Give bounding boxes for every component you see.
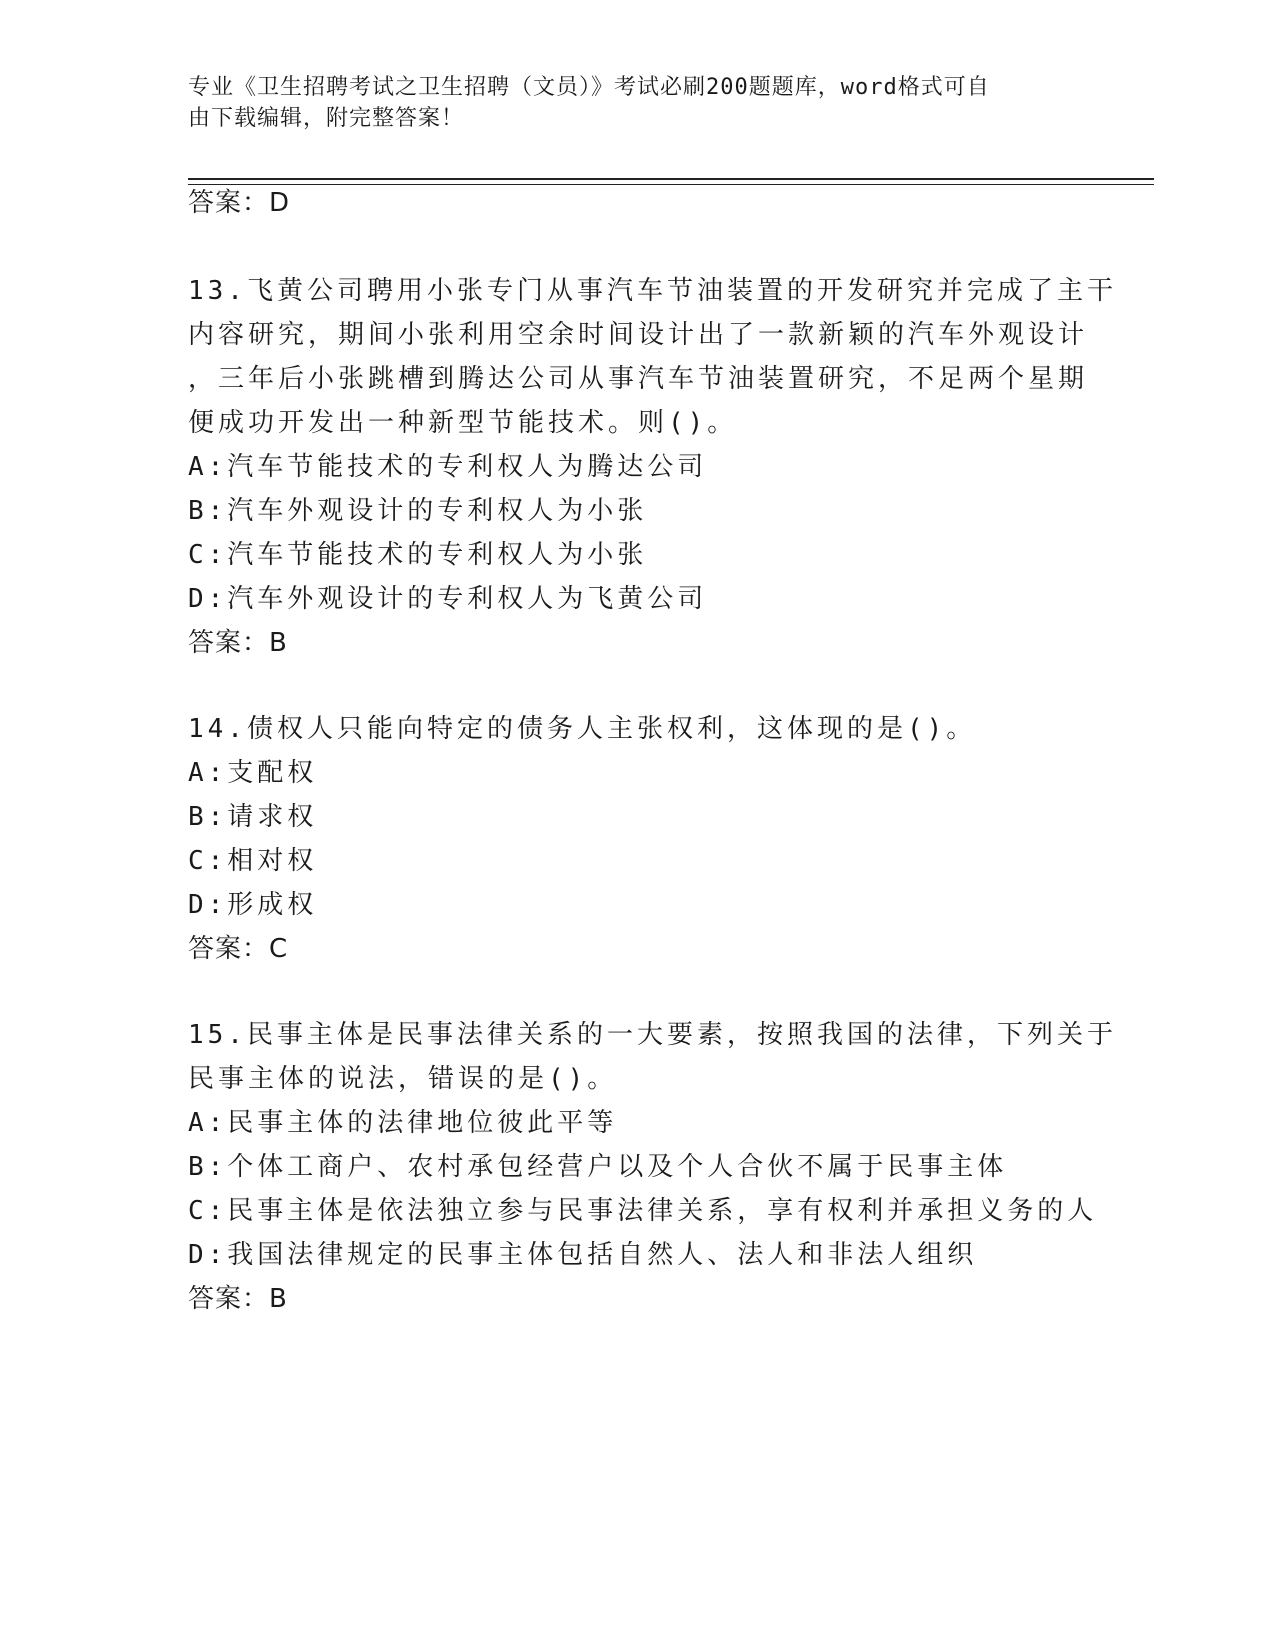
question-stem-line: 便成功开发出一种新型节能技术。则()。	[188, 408, 738, 438]
question-stem-line: ，三年后小张跳槽到腾达公司从事汽车节油装置研究，不足两个星期	[188, 364, 1089, 394]
option-a: A:汽车节能技术的专利权人为腾达公司	[188, 452, 708, 482]
option-b: B:请求权	[188, 802, 318, 832]
option-a: A:民事主体的法律地位彼此平等	[188, 1108, 618, 1138]
question-stem-line: 13.飞黄公司聘用小张专门从事汽车节油装置的开发研究并完成了主干	[188, 276, 1117, 306]
option-d: D:形成权	[188, 890, 318, 920]
header-rule-thin	[188, 184, 1154, 185]
option-d: D:汽车外观设计的专利权人为飞黄公司	[188, 584, 708, 614]
option-b: B:汽车外观设计的专利权人为小张	[188, 496, 648, 526]
question-stem-line: 15.民事主体是民事法律关系的一大要素，按照我国的法律，下列关于	[188, 1020, 1117, 1050]
answer: 答案：B	[188, 628, 288, 658]
question-stem-line: 民事主体的说法，错误的是()。	[188, 1064, 618, 1094]
header-line-2: 由下载编辑，附完整答案！	[188, 106, 465, 131]
option-c: C:相对权	[188, 846, 318, 876]
header-line-1: 专业《卫生招聘考试之卫生招聘（文员）》考试必刷200题题库，word格式可自	[188, 75, 990, 100]
previous-answer: 答案：D	[188, 188, 291, 218]
option-c: C:民事主体是依法独立参与民事法律关系，享有权利并承担义务的人	[188, 1196, 1098, 1226]
option-d: D:我国法律规定的民事主体包括自然人、法人和非法人组织	[188, 1240, 978, 1270]
document-header	[188, 72, 1068, 134]
header-rule-thick	[188, 178, 1154, 180]
question-stem-line: 内容研究，期间小张利用空余时间设计出了一款新颖的汽车外观设计	[188, 320, 1089, 350]
question-stem-line: 14.债权人只能向特定的债务人主张权利，这体现的是()。	[188, 714, 977, 744]
answer: 答案：C	[188, 934, 289, 964]
option-b: B:个体工商户、农村承包经营户以及个人合伙不属于民事主体	[188, 1152, 1008, 1182]
option-c: C:汽车节能技术的专利权人为小张	[188, 540, 648, 570]
option-a: A:支配权	[188, 758, 318, 788]
answer: 答案：B	[188, 1284, 288, 1314]
